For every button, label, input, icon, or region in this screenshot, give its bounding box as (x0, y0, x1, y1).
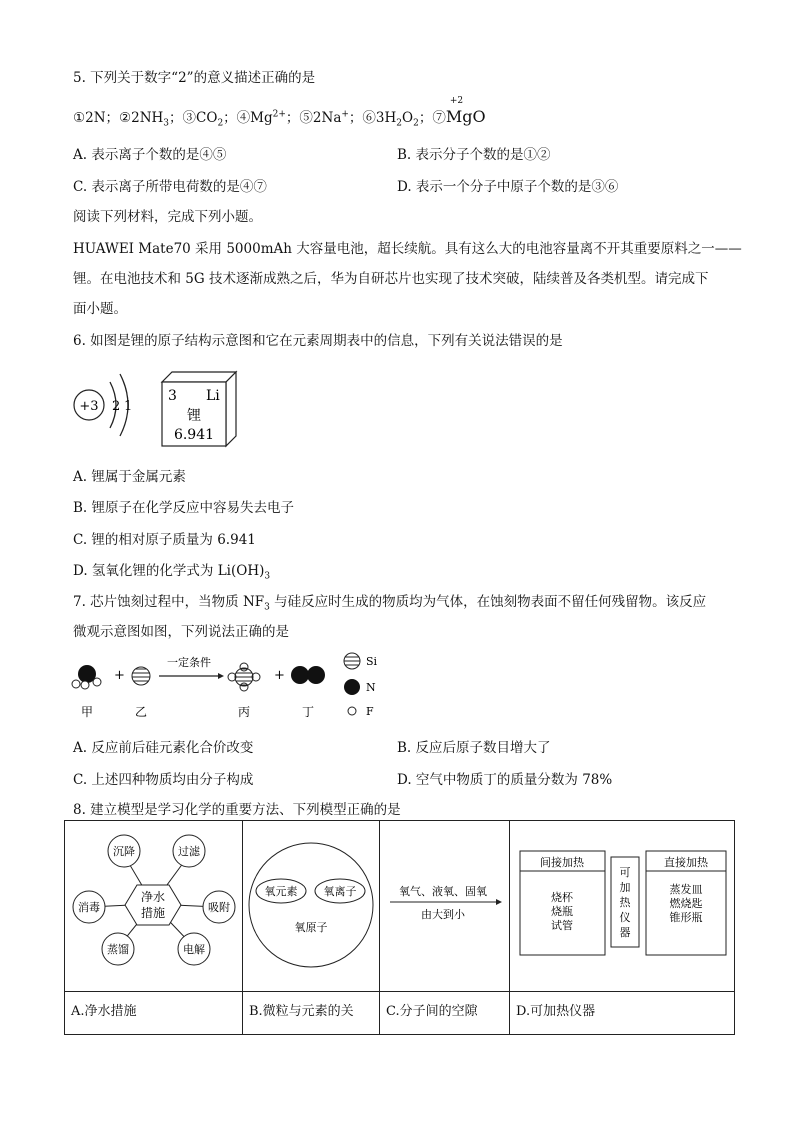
oxygen-atom-circle (249, 843, 373, 967)
q6-stem: 6. 如图是锂的原子结构示意图和它在元素周期表中的信息，下列有关说法错误的是 (73, 333, 563, 349)
cell-top-face (162, 372, 236, 382)
water-purification-diagram (65, 821, 242, 987)
reading-p1: HUAWEI Mate70 采用 5000mAh 大容量电池，超长续航。具有这么大的电池容量离不开其重要原料之一—— (73, 241, 742, 257)
q5-option-a[interactable]: A. 表示离子个数的是④⑤ (73, 147, 227, 163)
q6-option-d[interactable] (73, 559, 270, 582)
q6-option-b[interactable]: B. 锂原子在化学反应中容易失去电子 (73, 500, 295, 516)
q5-option-b[interactable]: B. 表示分子个数的是①② (397, 147, 551, 163)
atomic-number: 3 (168, 388, 177, 404)
f-atom (93, 678, 101, 686)
molecule-nf3 (72, 665, 101, 689)
q6-option-a[interactable]: A. 锂属于金属元素 (73, 469, 186, 485)
sub: 2 (396, 118, 403, 129)
f-atom (72, 680, 80, 688)
lithium-atom-diagram (70, 368, 150, 444)
node-filtration: 过滤 (178, 845, 200, 858)
center-label-2: 措施 (140, 906, 166, 920)
direct-title: 直接加热 (664, 856, 708, 869)
plus-sign: + (274, 668, 285, 683)
reaction-condition: 一定条件 (167, 656, 211, 669)
indirect-title: 间接加热 (540, 856, 584, 869)
node-disinfection: 消毒 (78, 901, 100, 914)
reading-p2: 锂。在电池技术和 5G 技术逐渐成熟之后，华为自研芯片也实现了技术突破，陆续普及各类机型。请完成下 (73, 271, 709, 287)
f-atom (81, 681, 89, 689)
sub: 2 (217, 118, 224, 129)
caption-a[interactable]: A.净水措施 (65, 992, 243, 1035)
mgo: MgO (445, 107, 486, 126)
model-table (64, 820, 735, 1035)
label-yi: 乙 (134, 705, 148, 719)
shell-2-electrons: 1 (124, 399, 133, 414)
label-jia: 甲 (80, 705, 94, 719)
legend-n: N (366, 681, 376, 694)
o: O (402, 110, 414, 126)
n-atom (307, 666, 325, 684)
element-name: 锂 (187, 408, 201, 424)
reaction-diagram (64, 648, 404, 722)
oxygen-atom-label: 氧原子 (294, 921, 328, 934)
q5-option-c[interactable]: C. 表示离子所带电荷数的是④⑦ (73, 179, 267, 195)
plus-sign: + (114, 668, 125, 683)
sup: + (341, 109, 349, 120)
arrow-head (218, 673, 224, 679)
n-atom (291, 666, 309, 684)
particle-element-diagram (243, 821, 379, 987)
item-4: ④Mg (236, 110, 273, 126)
indirect-item-1: 烧杯 (551, 891, 573, 904)
legend-f-swatch (348, 707, 356, 715)
mgo-formula (445, 96, 486, 126)
nucleus-charge: +3 (79, 399, 99, 414)
periodic-table-cell (158, 368, 240, 448)
model-c-cell (380, 821, 510, 992)
atomic-mass: 6.941 (173, 427, 215, 443)
sep: ； (348, 110, 363, 126)
molecule-si (132, 667, 150, 685)
legend-n-swatch (344, 679, 360, 695)
q7-stem-line1 (73, 590, 706, 613)
legend-si-swatch (344, 653, 360, 669)
q7-stem-line2: 微观示意图如图，下列说法正确的是 (73, 624, 289, 640)
sep: ； (285, 110, 300, 126)
oxygen-element-label: 氧元素 (264, 885, 298, 898)
sep: ； (418, 110, 433, 126)
text: 与硅反应时生成的物质均为气体，在蚀刻物表面不留任何残留物。该反应 (269, 594, 707, 610)
q7-option-a[interactable]: A. 反应前后硅元素化合价改变 (73, 740, 254, 756)
item-3: ③CO (182, 110, 218, 126)
q6-option-c[interactable]: C. 锂的相对原子质量为 6.941 (73, 532, 256, 548)
text: D. 氢氧化锂的化学式为 Li(OH) (73, 563, 265, 579)
si-atom (235, 668, 253, 686)
molecular-gap-diagram (380, 821, 509, 987)
sep: ； (169, 110, 183, 126)
model-a-cell (65, 821, 243, 992)
item-7: ⑦ (432, 110, 446, 126)
node-sedimentation: 沉降 (113, 845, 135, 858)
text: 7. 芯片蚀刻过程中，当物质 NF (73, 594, 265, 610)
valence: +2 (449, 96, 464, 106)
caption-b[interactable]: B.微粒与元素的关 (243, 992, 380, 1035)
order-label: 由大到小 (421, 908, 465, 921)
molecule-n2 (291, 666, 325, 684)
sub: 2 (413, 118, 419, 129)
caption-d[interactable]: D.可加热仪器 (510, 992, 735, 1035)
oxygen-ion-label: 氧离子 (323, 885, 357, 898)
q7-option-c[interactable]: C. 上述四种物质均由分子构成 (73, 772, 254, 788)
direct-item-1: 蒸发皿 (669, 883, 703, 896)
center-char-2: 加 (619, 881, 631, 894)
legend-f: F (366, 705, 374, 718)
cell-side-face (226, 372, 236, 446)
legend-si: Si (366, 655, 378, 668)
q5-option-d[interactable]: D. 表示一个分子中原子个数的是③⑥ (397, 179, 619, 195)
caption-c[interactable]: C.分子间的空隙 (380, 992, 510, 1035)
q5-stem: 5. 下列关于数字“2”的意义描述正确的是 (73, 70, 316, 86)
sup: 2+ (272, 109, 286, 120)
item-5: ⑤2Na (299, 110, 342, 126)
item-1: ①2N； (73, 110, 120, 126)
molecule-sif4 (228, 663, 260, 691)
q8-stem: 8. 建立模型是学习化学的重要方法、下列模型正确的是 (73, 802, 401, 818)
node-distillation: 蒸馏 (107, 943, 129, 956)
sub: 3 (163, 118, 170, 129)
sub: 3 (264, 602, 270, 613)
node-adsorption: 吸附 (208, 901, 230, 914)
direct-item-3: 锥形瓶 (669, 911, 703, 924)
q7-option-b[interactable]: B. 反应后原子数目增大了 (397, 740, 551, 756)
indirect-item-2: 烧瓶 (551, 905, 573, 918)
q5-items (73, 96, 486, 129)
model-b-cell (243, 821, 380, 992)
item-2: ②2NH (119, 110, 164, 126)
indirect-item-3: 试管 (551, 919, 573, 932)
q7-option-d[interactable]: D. 空气中物质丁的质量分数为 78% (397, 772, 613, 788)
reading-intro: 阅读下列材料，完成下列小题。 (73, 209, 262, 225)
states-label: 氧气、液氧、固氧 (399, 885, 487, 898)
sep: ； (223, 110, 237, 126)
center-char-1: 可 (619, 866, 631, 879)
heatable-instruments-diagram (510, 821, 734, 987)
label-bing: 丙 (237, 705, 251, 719)
reading-p3: 面小题。 (73, 301, 127, 317)
model-d-cell (510, 821, 735, 992)
sub: 3 (264, 571, 271, 582)
center-char-5: 器 (619, 926, 631, 939)
center-char-4: 仪 (619, 911, 631, 924)
node-electrolysis: 电解 (183, 943, 205, 956)
center-label-1: 净水 (140, 890, 166, 904)
item-6: ⑥3H (362, 110, 397, 126)
label-ding: 丁 (301, 705, 315, 719)
arrow-head (496, 899, 502, 905)
element-symbol: Li (206, 388, 220, 404)
center-char-3: 热 (619, 896, 631, 909)
shell-1-electrons: 2 (112, 399, 121, 414)
direct-item-2: 燃烧匙 (669, 897, 703, 910)
